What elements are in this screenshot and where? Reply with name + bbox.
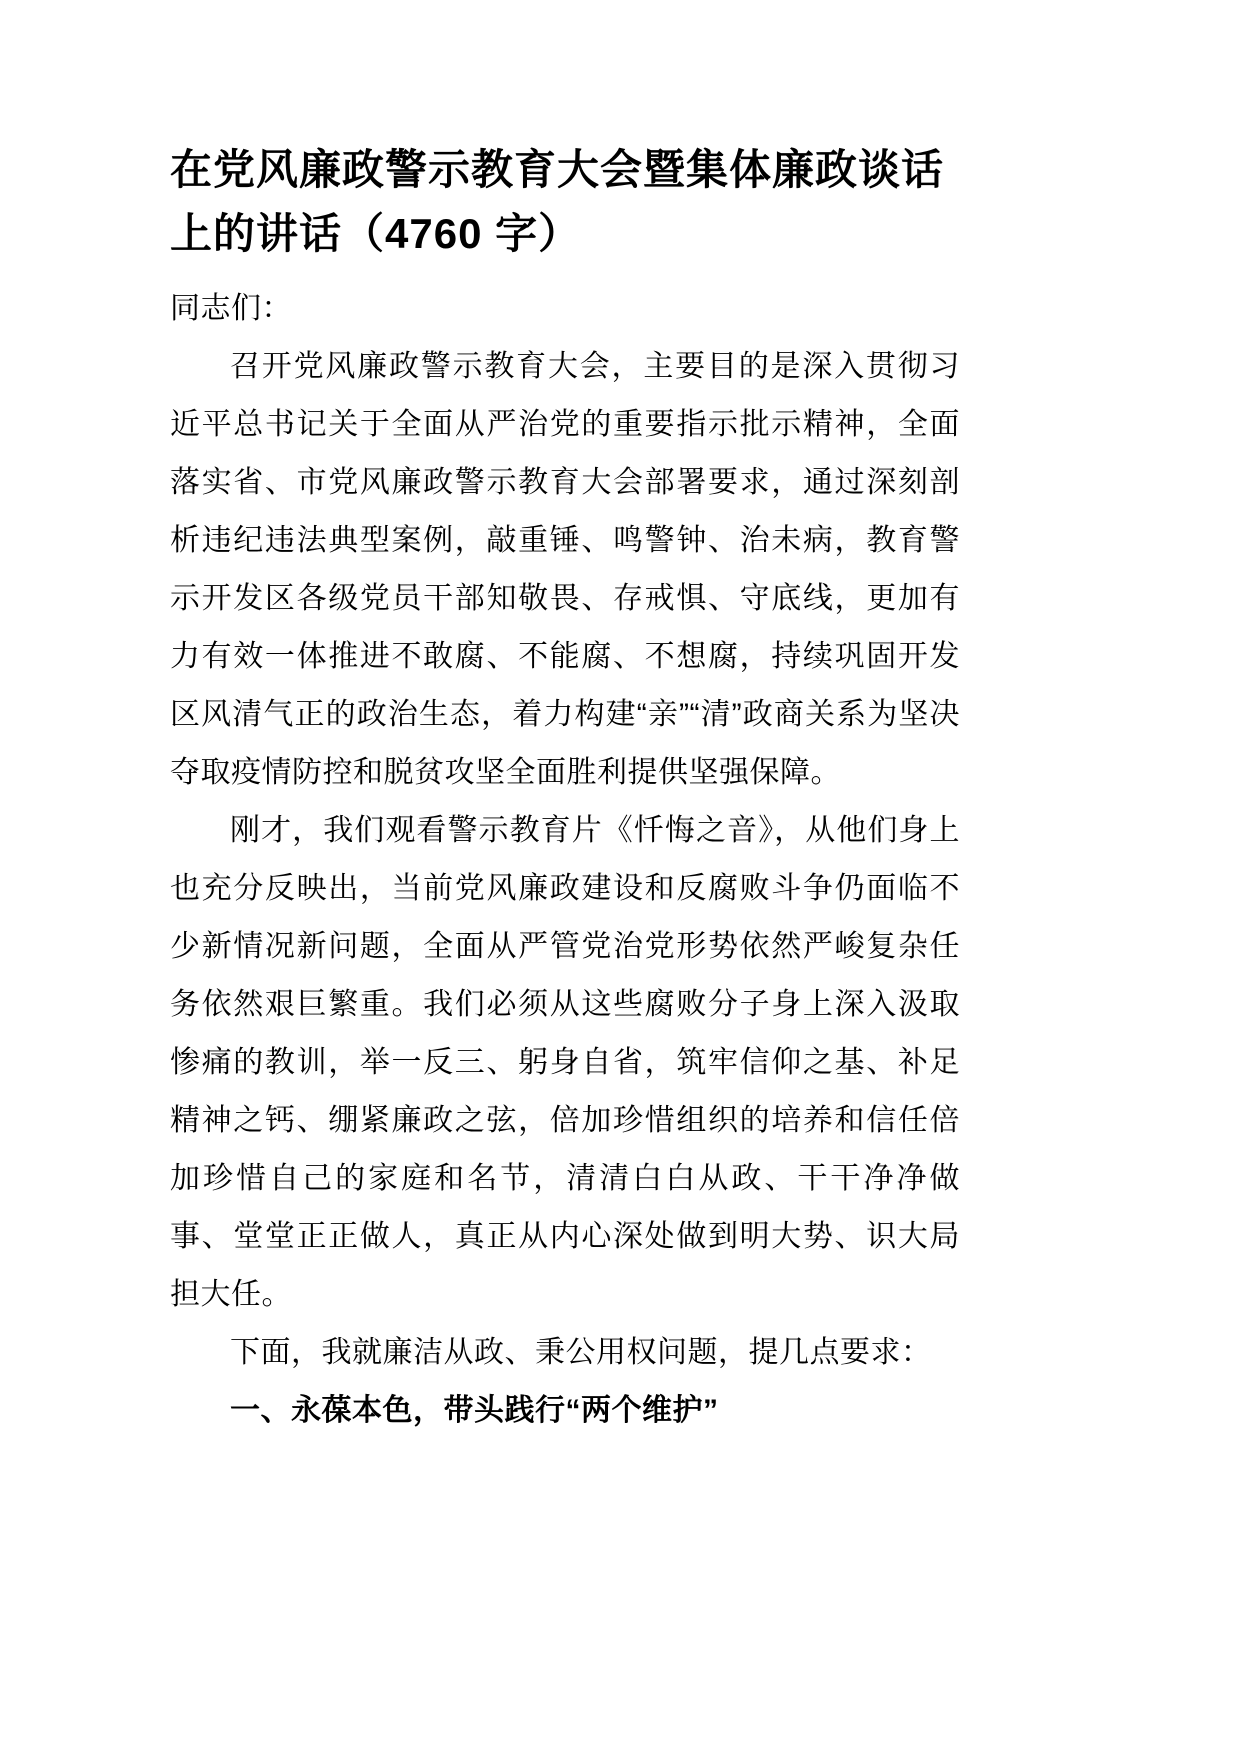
document-title: 在党风廉政警示教育大会暨集体廉政谈话上的讲话（4760 字） bbox=[170, 146, 945, 257]
paragraph: 刚才，我们观看警示教育片《忏悔之音》，从他们身上也充分反映出，当前党风廉政建设和反腐败斗争仍面临不少新情况新问题，全面从严管党治党形势依然严峻复杂任务依然艰巨繁重。我们必须从这些腐败分子身上深入汲取惨痛的教训，举一反三、躬身自省，筑牢信仰之基、补足精神之钙、绷紧廉政之弦，倍加珍惜组织的培养和信任倍加珍惜自己的家庭和名节，清清白白从政、干干净净做事、堂堂正正做人，真正从内心深处做到明大势、识大局担大任。 bbox=[170, 814, 960, 1311]
paragraph: 一、永葆本色，带头践行“两个维护” bbox=[230, 1394, 719, 1427]
paragraph: 同志们： bbox=[170, 292, 292, 325]
paragraph: 召开党风廉政警示教育大会，主要目的是深入贯彻习近平总书记关于全面从严治党的重要指示批示精神，全面落实省、市党风廉政警示教育大会部署要求，通过深刻剖析违纪违法典型案例，敲重锤、鸣警钟、治未病，教育警示开发区各级党员干部知敬畏、存戒惧、守底线，更加有力有效一体推进不敢腐、不能腐、不想腐，持续巩固开发区风清气正的政治生态，着力构建“亲”“清”政商关系为坚决夺取疫情防控和脱贫攻坚全面胜利提供坚强保障。 bbox=[170, 350, 960, 789]
paragraph: 下面，我就廉洁从政、秉公用权问题，提几点要求： bbox=[230, 1336, 932, 1369]
document-body bbox=[170, 280, 960, 1440]
